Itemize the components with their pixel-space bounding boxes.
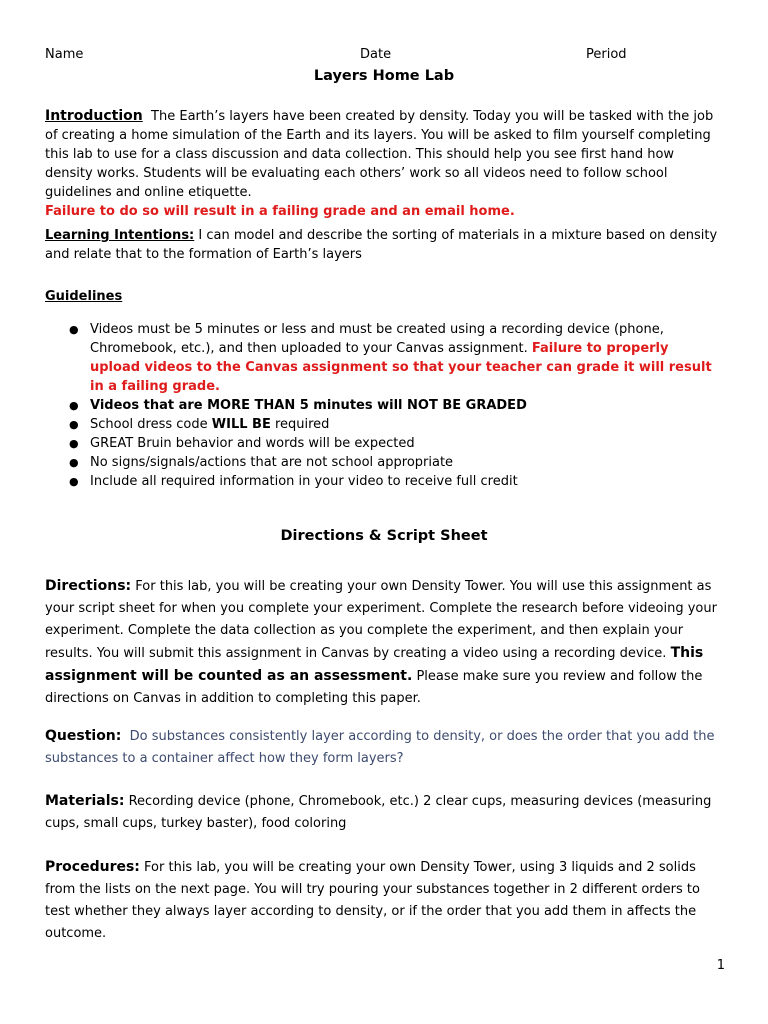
guideline-bold-text: WILL BE	[211, 417, 271, 432]
question-heading: Question:	[45, 728, 122, 744]
materials-heading: Materials:	[45, 793, 125, 809]
question-paragraph	[45, 725, 723, 770]
bullet-icon: ●	[69, 437, 79, 450]
list-item	[69, 396, 719, 415]
section-title: Directions & Script Sheet	[280, 528, 488, 544]
introduction-heading: Introduction	[45, 108, 143, 124]
name-label: Name	[45, 47, 84, 62]
guideline-warning: Failure to properly upload videos to the Canvas assignment so that your teacher can grade it will result in a failing grade.	[90, 341, 712, 394]
list-item	[69, 415, 719, 434]
learning-intentions-paragraph	[45, 226, 723, 264]
introduction-warning: Failure to do so will result in a failing grade and an email home.	[45, 204, 515, 219]
date-label: Date	[360, 47, 392, 62]
guideline-text: Videos that are MORE THAN 5 minutes will NOT BE GRADED	[90, 398, 527, 413]
directions-text: For this lab, you will be creating your own Density Tower. You will use this assignment as your script sheet for when you complete your experiment. Complete the research before videoing your experiment. Complete the data collection as you complete the experiment, and then explain your results. You will submit this assignment in Canvas by creating a video using a recording device.	[45, 579, 717, 661]
list-item	[69, 434, 719, 453]
introduction-paragraph	[45, 107, 723, 221]
procedures-text: For this lab, you will be creating your own Density Tower, using 3 liquids and 2 solids from the lists on the next page. You will try pouring your substances together in 2 different orders to test whether they always layer according to density, or if the order that you add them in affects the outcome.	[45, 860, 700, 941]
guidelines-list	[69, 320, 719, 491]
learning-intentions-text: I can model and describe the sorting of materials in a mixture based on density and relate that to the formation of Earth’s layers	[45, 228, 718, 262]
guidelines-heading-block	[45, 287, 723, 306]
directions-paragraph	[45, 575, 723, 710]
list-item	[69, 320, 719, 396]
bullet-icon: ●	[69, 418, 79, 431]
guideline-text: required	[270, 417, 330, 432]
page-number: 1	[716, 958, 725, 973]
procedures-heading: Procedures:	[45, 859, 140, 875]
bullet-icon: ●	[69, 456, 79, 469]
guideline-text: No signs/signals/actions that are not school appropriate	[90, 455, 454, 470]
question-text: Do substances consistently layer according to density, or does the order that you add the substances to a container affect how they form layers?	[45, 729, 715, 766]
guideline-text: Videos must be 5 minutes or less and must be created using a recording device (phone, Chromebook, etc.), and then uploaded to your Canvas assignment.	[90, 322, 664, 356]
materials-text: Recording device (phone, Chromebook, etc.) 2 clear cups, measuring devices (measuring cups, small cups, turkey baster), food coloring	[45, 794, 712, 831]
directions-text-end: Please make sure you review and follow the directions on Canvas in addition to completing this paper.	[45, 669, 703, 706]
guideline-text: GREAT Bruin behavior and words will be expected	[90, 436, 415, 451]
list-item	[69, 453, 719, 472]
directions-heading: Directions:	[45, 578, 132, 594]
materials-paragraph	[45, 790, 723, 835]
directions-bold-text: This assignment will be counted as an assessment.	[45, 645, 704, 684]
bullet-icon: ●	[69, 399, 79, 412]
learning-intentions-heading: Learning Intentions:	[45, 228, 195, 243]
bullet-icon: ●	[69, 475, 79, 488]
page-title: Layers Home Lab	[313, 68, 455, 84]
guideline-text: Include all required information in your video to receive full credit	[90, 474, 518, 489]
header-row	[45, 47, 725, 65]
guidelines-heading: Guidelines	[45, 289, 123, 304]
guideline-text: School dress code	[90, 417, 212, 432]
list-item	[69, 472, 719, 491]
procedures-paragraph	[45, 856, 723, 945]
period-label: Period	[586, 47, 627, 62]
introduction-text: The Earth’s layers have been created by density. Today you will be tasked with the job of creating a home simulation of the Earth and its layers. You will be asked to film yourself completing this lab to use for a class discussion and data collection. This should help you see first hand how density works. Students will be evaluating each others’ work so all videos need to follow school guidelines and online etiquette.	[45, 109, 714, 200]
bullet-icon: ●	[69, 323, 79, 336]
